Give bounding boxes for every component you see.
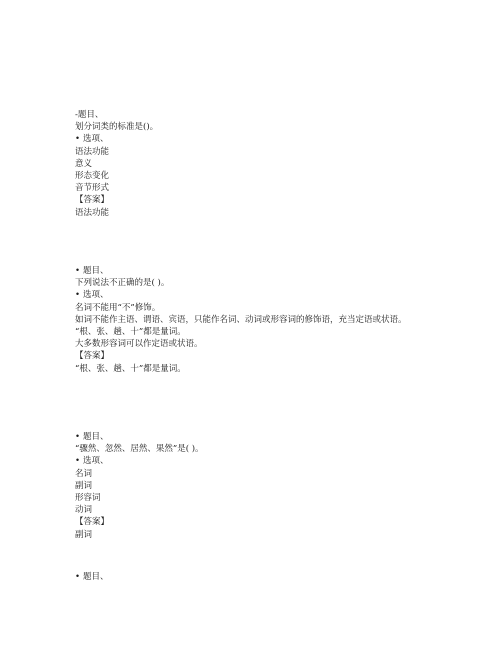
- options-label: [75, 289, 475, 301]
- option-item: 形态变化: [75, 170, 110, 181]
- title-label: 题目、: [83, 266, 109, 276]
- title-label: 题目、: [77, 110, 104, 120]
- option-item: 动词: [75, 505, 93, 516]
- answer-label: 【答案】: [75, 517, 110, 528]
- answer-text: 语法功能: [75, 207, 110, 218]
- question-block-4: [75, 571, 475, 583]
- question-stem: 划分词类的标准是()。: [75, 122, 159, 133]
- title-label: 题目、: [83, 432, 109, 442]
- question-stem: “骤然、忽然、居然、果然”是( )。: [75, 444, 204, 455]
- question-block-1: [75, 109, 475, 219]
- question-block-3: [75, 431, 475, 541]
- option-item: 大多数形容词可以作定语或状语。: [75, 339, 203, 350]
- option-item: 形容词: [75, 492, 101, 503]
- option-item: 音节形式: [75, 183, 110, 194]
- question-title: [75, 571, 475, 583]
- answer-label: 【答案】: [75, 195, 110, 206]
- options-label-text: 选项、: [83, 134, 109, 145]
- option-item: 名词不能用“不”修饰。: [75, 302, 161, 313]
- title-label: 题目、: [83, 572, 109, 582]
- title-prefix: -: [75, 110, 78, 120]
- options-label: [75, 133, 475, 145]
- options-label-text: 选项、: [83, 290, 109, 301]
- option-item: 副词: [75, 480, 93, 491]
- answer-text: “根、张、趟、十”都是量词。: [75, 363, 186, 374]
- options-label-text: 选项、: [83, 456, 109, 467]
- question-stem: 下列说法不正确的是( )。: [75, 278, 170, 289]
- option-item: 意义: [75, 158, 93, 169]
- question-title: [75, 265, 475, 277]
- answer-label: 【答案】: [75, 351, 110, 362]
- answer-text: 副词: [75, 529, 93, 540]
- options-label: [75, 455, 475, 467]
- option-item: 名词: [75, 468, 93, 479]
- question-title: [75, 431, 475, 443]
- option-item: 如词不能作主语、谓语、宾语，只能作名词、动词或形容词的修饰语，充当定语或状语。: [75, 314, 407, 325]
- option-item: “根、张、趟、十”都是量词。: [75, 326, 186, 337]
- question-title: [75, 109, 475, 121]
- option-item: 语法功能: [75, 146, 110, 157]
- question-block-2: [75, 265, 475, 375]
